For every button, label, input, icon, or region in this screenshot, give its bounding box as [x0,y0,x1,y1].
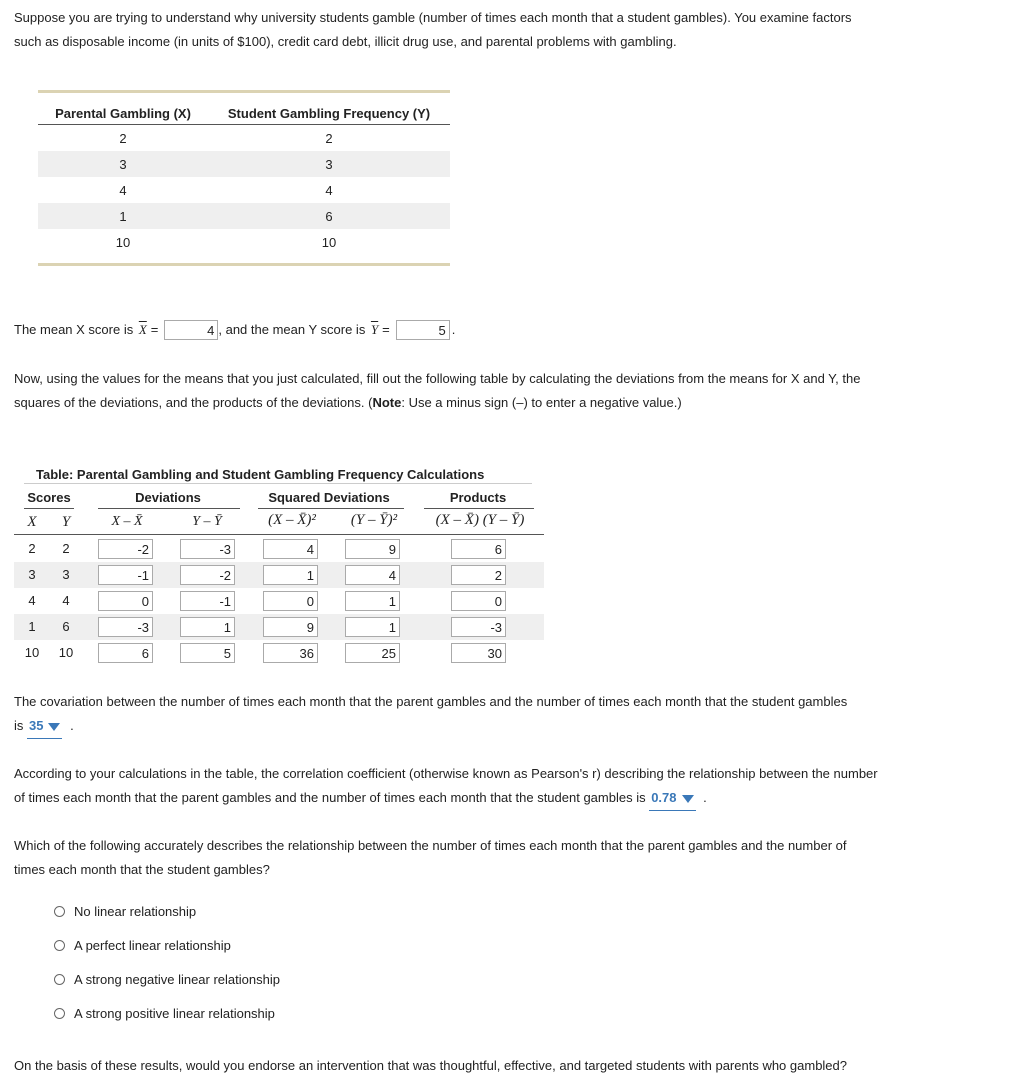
y-squared-input[interactable]: 25 [345,643,400,663]
x-deviation-input[interactable]: -1 [98,565,153,585]
table-body [14,536,544,666]
table-row [14,640,544,666]
instructions-paragraph [14,367,1014,415]
x-value: 1 [28,619,36,634]
note-label: Note [372,395,402,410]
col-x-deviation: X – X̄ [111,514,143,529]
y-value: 2 [62,541,70,556]
group-squared-deviations: Squared Deviations [268,490,390,505]
table-row [14,588,544,614]
x-value: 4 [28,593,36,608]
radio-circle-icon[interactable] [54,1008,65,1019]
table-row [38,125,450,151]
table-row [14,562,544,588]
group-underline [424,508,534,509]
x-squared-input[interactable]: 4 [263,539,318,559]
x-deviation-input[interactable]: -2 [98,539,153,559]
group-scores: Scores [27,490,71,505]
period: . [703,790,707,805]
intro-paragraph [14,6,1014,54]
y-value: 10 [321,234,337,250]
col-x-squared: (X – X̄)² [268,512,316,528]
x-value: 10 [24,645,40,660]
equals-sign: = [150,322,159,337]
y-deviation-input[interactable]: -2 [180,565,235,585]
y-deviation-input[interactable]: 1 [180,617,235,637]
covariation-line-2 [14,714,1014,739]
table-row [38,203,450,229]
dropdown-arrow-icon [48,723,60,731]
instructions-line-2 [14,391,1014,415]
header-student-gambling: Student Gambling Frequency (Y) [227,106,431,121]
data-table [38,90,450,266]
table-bottom-border [38,263,450,266]
title-underline [24,483,532,484]
mean-y-label: , and the mean Y score is [218,322,369,337]
product-input[interactable]: 6 [451,539,506,559]
x-value: 2 [119,130,127,146]
radio-circle-icon[interactable] [54,940,65,951]
y-value: 3 [325,156,333,172]
x-squared-input[interactable]: 1 [263,565,318,585]
group-underline [258,508,404,509]
x-deviation-input[interactable]: -3 [98,617,153,637]
x-bar-symbol: $\overline{X}$ [138,322,147,337]
correlation-value: 0.78 [651,790,677,805]
group-underline [24,508,74,509]
period: . [70,718,74,733]
equals-sign: = [382,322,390,337]
radio-option-no-linear[interactable] [54,899,280,923]
radio-group [54,899,280,1025]
correlation-dropdown[interactable] [649,786,695,811]
radio-option-strong-negative[interactable] [54,967,280,991]
table-row [14,536,544,562]
x-deviation-input[interactable]: 0 [98,591,153,611]
col-product: (X – X̄) (Y – Ȳ) [435,512,525,528]
option-label: A strong positive linear relationship [74,1005,275,1021]
covariation-paragraph [14,690,1014,739]
covariation-prefix: is [14,718,27,733]
table-row [14,614,544,640]
y-value: 10 [58,645,74,660]
x-value: 10 [115,234,131,250]
y-bar-symbol: $\overline{Y}$ [370,322,379,337]
group-underline [98,508,240,509]
header-rule [14,534,544,535]
y-value: 4 [62,593,70,608]
intro-line-1: Suppose you are trying to understand why university students gamble (number of times each month that a student gambles). You examine factors [14,10,852,25]
x-value: 2 [28,541,36,556]
x-squared-input[interactable]: 9 [263,617,318,637]
table-header [38,93,450,125]
header-parental-gambling: Parental Gambling (X) [55,106,191,121]
question-line-1: Which of the following accurately describes the relationship between the number of times each month that the parent gambles and the number of [14,838,847,853]
x-squared-input[interactable]: 36 [263,643,318,663]
group-deviations: Deviations [135,490,201,505]
y-squared-input[interactable]: 4 [345,565,400,585]
table-row [38,177,450,203]
x-value: 4 [119,182,127,198]
correlation-text: of times each month that the parent gambles and the number of times each month that the student gambles is [14,790,650,805]
correlation-line-2 [14,786,1014,811]
covariation-value: 35 [29,718,44,733]
y-deviation-input[interactable]: 5 [180,643,235,663]
mean-y-input[interactable]: 5 [396,320,450,340]
final-question: On the basis of these results, would you endorse an intervention that was thoughtful, effective, and targeted students with parents who gambled? [14,1058,847,1073]
y-deviation-input[interactable]: -1 [180,591,235,611]
x-value: 1 [119,208,127,224]
product-input[interactable]: -3 [451,617,506,637]
y-value: 2 [325,130,333,146]
instructions-text: squares of the deviations, and the products of the deviations. ( [14,395,373,410]
covariation-line-1: The covariation between the number of times each month that the parent gambles and the number of times each month that the student gambles [14,694,848,709]
col-y-squared: (Y – Ȳ)² [350,512,398,528]
y-squared-input[interactable]: 9 [345,539,400,559]
question-paragraph [14,834,1014,882]
x-squared-input[interactable]: 0 [263,591,318,611]
product-input[interactable]: 2 [451,565,506,585]
dropdown-arrow-icon [682,795,694,803]
mean-x-input[interactable]: 4 [164,320,218,340]
means-line [14,318,455,342]
x-value: 3 [119,156,127,172]
col-x: X [27,514,37,530]
product-input[interactable]: 0 [451,591,506,611]
col-y: Y [61,514,71,530]
option-label: A strong negative linear relationship [74,971,280,987]
table-row [38,151,450,177]
y-value: 6 [325,208,333,224]
y-squared-input[interactable]: 1 [345,617,400,637]
correlation-line-1: According to your calculations in the table, the correlation coefficient (otherwise known as Pearson's r) describing the relationship between the number [14,766,878,781]
radio-circle-icon[interactable] [54,974,65,985]
y-squared-input[interactable]: 1 [345,591,400,611]
y-value: 6 [62,619,70,634]
option-label: A perfect linear relationship [74,937,231,953]
correlation-paragraph [14,762,1014,811]
x-value: 3 [28,567,36,582]
instructions-line-1: Now, using the values for the means that you just calculated, fill out the following table by calculating the deviations from the means for X and Y, the [14,371,861,386]
question-line-2: times each month that the student gambles? [14,862,270,877]
y-deviation-input[interactable]: -3 [180,539,235,559]
y-value: 3 [62,567,70,582]
instructions-text: : Use a minus sign (–) to enter a negative value.) [401,395,682,410]
option-label: No linear relationship [74,903,197,919]
col-y-deviation: Y – Ȳ [192,514,222,529]
group-products: Products [449,490,507,505]
product-input[interactable]: 30 [451,643,506,663]
radio-circle-icon[interactable] [54,906,65,917]
covariation-dropdown[interactable] [27,714,62,739]
table-row [38,229,450,255]
x-deviation-input[interactable]: 6 [98,643,153,663]
mean-x-label: The mean X score is [14,322,137,337]
period: . [451,322,456,337]
y-value: 4 [325,182,333,198]
table-title: Table: Parental Gambling and Student Gambling Frequency Calculations [36,467,485,482]
intro-line-2: such as disposable income (in units of $100), credit card debt, illicit drug use, and parental problems with gambling. [14,34,677,49]
radio-option-strong-positive[interactable] [54,1001,280,1025]
radio-option-perfect-linear[interactable] [54,933,280,957]
calculations-table [14,462,544,672]
